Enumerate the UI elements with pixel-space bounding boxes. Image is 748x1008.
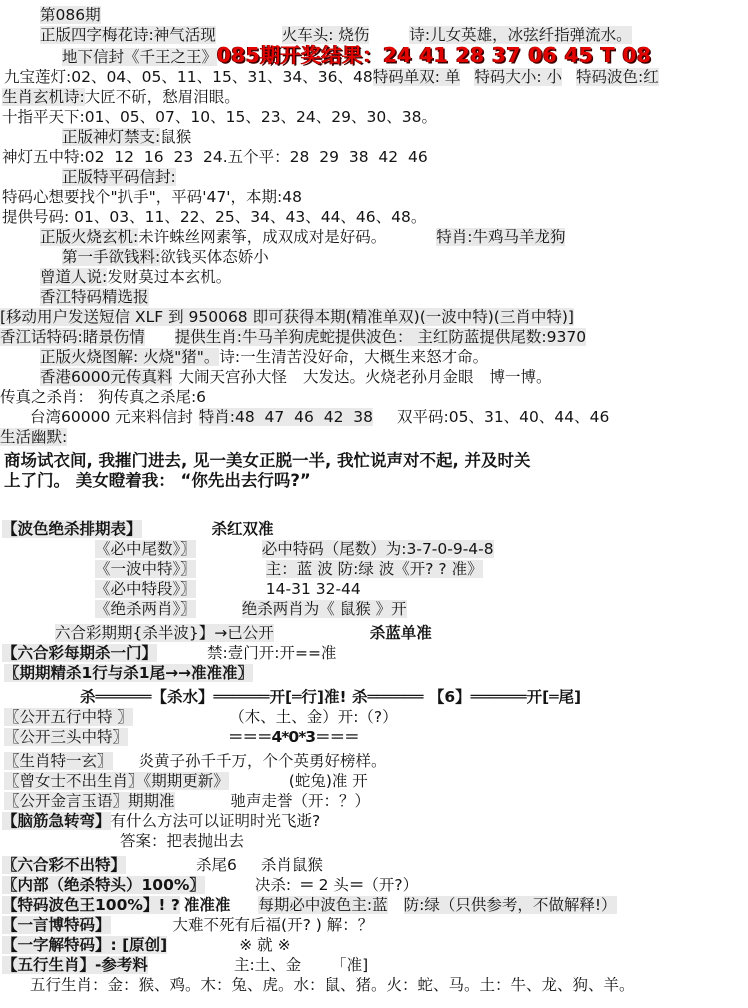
text-line <box>0 67 748 87</box>
text-line <box>0 471 748 491</box>
text-line <box>0 327 748 347</box>
line-segment: 曾道人说: <box>40 268 108 286</box>
line-segment: 特码心想要找个"扒手"，平码'47'，本期:48 <box>2 188 302 206</box>
line-segment: 特码大小: 小 <box>474 68 563 86</box>
text-line <box>0 855 748 875</box>
line-segment: 《必中特段》〗 <box>95 580 196 598</box>
line-segment: 未许蛛丝网素筝，成双成对是好码。 <box>138 228 387 246</box>
line-segment: 商场试衣间, 我摧门进去, 见一美女正脱一半, 我忙说声对不起, 并及时关 <box>4 451 531 470</box>
line-segment: 〖生肖特一玄〗 <box>4 752 113 770</box>
line-segment: 绝杀两肖为《 鼠猴 》开 <box>241 600 407 618</box>
text-line <box>0 811 748 831</box>
line-segment: 杀蓝单准 <box>369 624 432 642</box>
line-segment: 大发达。火烧老孙月金眼 <box>302 368 474 386</box>
line-segment: 台湾60000 元来料信封 <box>30 408 193 426</box>
text-line <box>0 247 748 267</box>
line-segment: 传真之杀尾:6 <box>113 388 207 406</box>
line-segment: (蛇兔)准 开 <box>288 772 368 790</box>
line-segment: 《必中尾数》〗 <box>95 540 196 558</box>
text-line <box>0 307 748 327</box>
text-line <box>0 25 748 45</box>
line-segment: 杀══════【杀水】══════开[═行]准! 杀══════ 【6】══════开[═尾] <box>80 688 582 706</box>
text-line <box>0 387 748 407</box>
line-segment: 决杀: <box>254 876 292 894</box>
line-segment: 火车头: 烧伤 <box>281 26 370 44</box>
line-segment: 〖公开三头中特〗 <box>4 728 129 746</box>
line-segment: 香港6000元传真料 <box>40 368 173 386</box>
line-segment: 大闹天宫孙大怪 <box>178 368 287 386</box>
text-line <box>0 147 748 167</box>
text-line <box>0 539 748 559</box>
line-segment: 杀尾6 <box>196 856 237 874</box>
line-segment: 正版火烧图解: 火烧"猪"。 <box>40 348 220 366</box>
line-segment: 主:土、金 <box>233 956 302 974</box>
line-segment: 博一博。 <box>489 368 552 386</box>
text-line <box>0 347 748 367</box>
text-line <box>0 915 748 935</box>
text-line <box>0 87 748 107</box>
line-segment: （木、土、金）开:（?） <box>236 708 398 726</box>
line-segment: ＝ <box>348 876 364 894</box>
line-segment: 诗:儿女英雄，冰弦纤指弹流水。 <box>409 26 632 44</box>
text-line <box>0 427 748 447</box>
line-segment: 鼠猴 <box>160 128 192 146</box>
text-line <box>0 599 748 619</box>
text-line <box>0 167 748 187</box>
line-segment: 十指平天下:01、05、07、10、15、23、24、29、30、38。 <box>2 108 437 126</box>
line-segment: [移动用户发送短信 XLF 到 950068 即可获得本期(精准单双)(一波中特)(三肖中特)] <box>0 308 574 326</box>
text-line <box>0 707 748 727</box>
line-segment: 〖内部（绝杀特头）100%〗 <box>2 876 205 894</box>
draw-result-text: 085期开奖结果：24 41 28 37 06 45 T 08 <box>217 43 652 67</box>
line-segment: 驰声走誉（开：？） <box>230 792 371 810</box>
line-segment: 欲钱买体态娇小 <box>160 248 269 266</box>
line-segment: 〖曾女士不出生肖〗《期期更新》 <box>4 772 229 790</box>
line-segment: 【一字解特码】: [原创] <box>2 936 168 954</box>
line-segment: 特码波色:红 <box>576 68 659 86</box>
line-segment: （开?） <box>363 876 419 894</box>
line-segment: 〖公开金言玉语〗期期准 <box>4 792 175 810</box>
text-line <box>0 831 748 851</box>
line-segment: 〖六合彩不出特】 <box>2 856 127 874</box>
line-segment: 九宝莲灯:02、04、05、11、15、31、34、36、48 <box>4 68 373 86</box>
line-segment: 【脑筋急转弯】 <box>2 812 111 830</box>
text-line <box>0 727 748 747</box>
line-segment: 香江特码精选报 <box>40 288 149 306</box>
line-segment: 杀肖鼠猴 <box>260 856 323 874</box>
line-segment: 【特码波色王100%】! ? <box>2 896 180 914</box>
line-segment: 禁:壹门开:开==准 <box>207 644 337 662</box>
text-line <box>0 107 748 127</box>
text-line <box>0 663 748 683</box>
text-line <box>0 791 748 811</box>
line-segment: 传真之杀肖： 狗 <box>0 388 114 406</box>
text-line <box>0 227 748 247</box>
text-line <box>0 287 748 307</box>
text-line <box>0 687 748 707</box>
line-segment: 炎黄子孙千千万，个个英勇好榜样。 <box>138 752 387 770</box>
text-line <box>0 771 748 791</box>
line-segment: 神灯五中特:02 12 16 23 24.五个平：28 29 38 42 46 <box>2 148 428 166</box>
text-line <box>0 955 748 975</box>
line-segment: 提供尾数:9370 <box>479 328 587 346</box>
line-segment: 〖期期精杀1行与杀1尾→→准准准〗 <box>4 664 254 682</box>
line-segment: 第一手欲钱料: <box>62 248 161 266</box>
line-segment: 14-31 32-44 <box>265 580 361 598</box>
line-segment: 正版特平码信封: <box>62 168 176 186</box>
line-segment: 【五行生肖】-参考料 <box>2 956 148 974</box>
line-segment: 上了门。 美女瞪着我： “你先出去行吗?” <box>4 471 311 490</box>
text-line <box>0 643 748 663</box>
line-segment: 大难不死有后福(开? ) 解：？ <box>172 916 374 934</box>
text-line <box>0 127 748 147</box>
line-segment: 特肖:牛鸡马羊龙狗 <box>436 228 566 246</box>
line-segment: 发财莫过本玄机。 <box>107 268 232 286</box>
line-segment: 《绝杀两肖》〗 <box>95 600 196 618</box>
line-segment: 准准准 <box>183 896 231 914</box>
line-segment: 提供号码: 01、03、11、22、25、34、43、44、46、48。 <box>2 208 427 226</box>
line-segment: 生活幽默: <box>0 428 68 446</box>
text-line <box>0 207 748 227</box>
line-segment: 大匠不斫，愁眉泪眼。 <box>84 88 240 106</box>
line-segment: 提供生肖:牛马羊狗虎蛇 <box>174 328 335 346</box>
line-segment: 答案：把表抛出去 <box>120 832 245 850</box>
line-segment: 第086期 <box>40 6 101 24</box>
text-line <box>0 559 748 579</box>
line-segment: 【一言博特码】 <box>2 916 111 934</box>
line-segment: 〖公开五行中特 〗 <box>4 708 133 726</box>
line-segment: 双平码:05、31、40、44、46 <box>397 408 610 426</box>
text-line <box>0 45 748 67</box>
line-segment: 每期必中波色主:蓝 <box>258 896 388 914</box>
line-segment: 【波色绝杀排期表】 <box>2 520 142 538</box>
text-line <box>0 975 748 995</box>
text-line <box>0 875 748 895</box>
text-line <box>0 751 748 771</box>
line-segment: 正版火烧玄机: <box>40 228 139 246</box>
line-segment: 「准] <box>331 956 369 974</box>
line-segment: 六合彩期期{杀半波}】→已公开 <box>55 624 274 642</box>
text-line <box>0 451 748 471</box>
line-segment: ※ 就 ※ <box>239 936 291 954</box>
text-line <box>0 519 748 539</box>
line-segment: 诗:一生清苦没好命，大概生来怒才命。 <box>219 348 489 366</box>
text-line <box>0 407 748 427</box>
line-segment: 防:绿（只供参考，不做解释!） <box>403 896 617 914</box>
text-line <box>0 623 748 643</box>
text-line <box>0 267 748 287</box>
line-segment: 正版四字梅花诗:神气活现 <box>40 26 216 44</box>
line-segment: 《一波中特》〗 <box>95 560 196 578</box>
text-line <box>0 895 748 915</box>
line-segment: 【六合彩每期杀一门】 <box>2 644 158 662</box>
line-segment: 杀红双准 <box>211 520 274 538</box>
line-segment: 特肖:48 47 46 42 38 <box>198 408 374 426</box>
line-segment: ＝＝＝4*0*3＝＝＝ <box>228 728 359 746</box>
line-segment: ＝ <box>299 876 314 894</box>
text-line <box>0 579 748 599</box>
text-line <box>0 367 748 387</box>
line-segment: 有什么方法可以证明时光飞逝? <box>110 812 321 830</box>
line-segment: 主：蓝 波 防:绿 波《开? ? 准》 <box>265 560 483 578</box>
line-segment: 香江话特码:睹景伤情 <box>0 328 145 346</box>
line-segment: 2 头 <box>313 876 349 894</box>
line-segment: 生肖玄机诗: <box>2 88 85 106</box>
line-segment: 五行生肖：金：猴、鸡。木：兔、虎。水：鼠、猪。火：蛇、马。土：牛、龙、狗、羊。 <box>30 976 635 994</box>
line-segment: 正版神灯禁支: <box>62 128 161 146</box>
line-segment: 必中特码（尾数）为:3-7-0-9-4-8 <box>261 540 494 558</box>
line-segment: 地下信封《千王之王》 <box>62 48 218 66</box>
text-line <box>0 5 748 25</box>
line-segment: 特码单双: 单 <box>372 68 461 86</box>
text-line <box>0 187 748 207</box>
line-segment: 提供波色： 主红防蓝 <box>334 328 480 346</box>
text-line <box>0 935 748 955</box>
